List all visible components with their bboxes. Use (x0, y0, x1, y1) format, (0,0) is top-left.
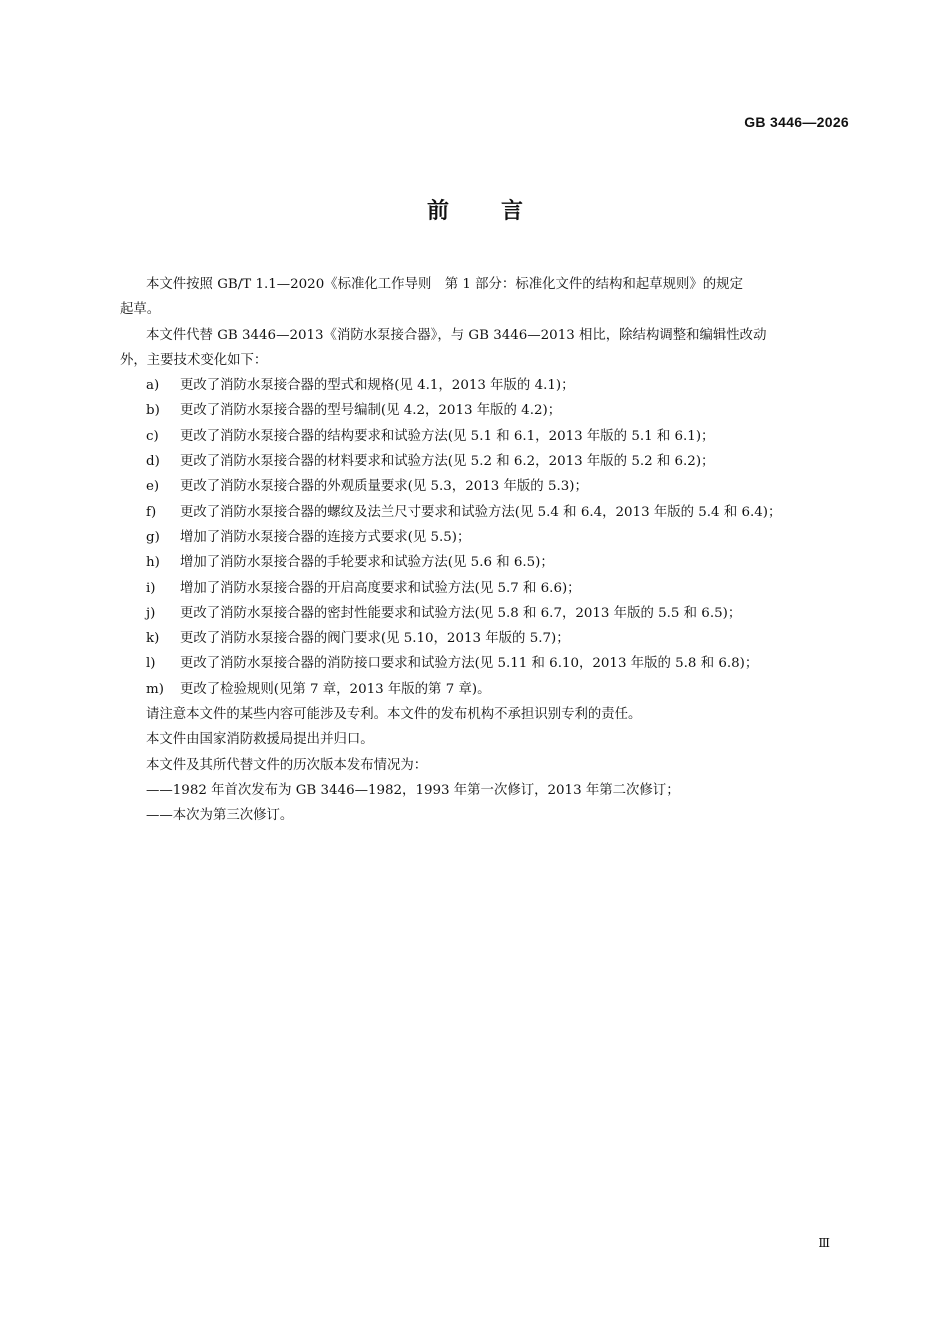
page-number: Ⅲ (818, 1236, 830, 1250)
list-item-text: 更改了消防水泵接合器的螺纹及法兰尺寸要求和试验方法(见 5.4 和 6.4，2013 年版的 5.4 和 6.4)； (180, 504, 782, 520)
list-item (146, 449, 850, 474)
standard-code: GB 3446—2026 (744, 114, 849, 130)
page-title: 前言 (426, 199, 575, 224)
list-item (146, 651, 850, 676)
changes-list (146, 373, 850, 702)
list-item-text: 更改了消防水泵接合器的型号编制(见 4.2，2013 年版的 4.2)； (180, 403, 562, 419)
history-item: ——本次为第三次修订。 (146, 808, 294, 824)
list-item-text: 更改了消防水泵接合器的材料要求和试验方法(见 5.2 和 6.2，2013 年版的 5.2 和 6.2)； (180, 454, 715, 470)
list-item (146, 576, 850, 601)
list-marker: l) (146, 656, 156, 672)
list-item-text: 增加了消防水泵接合器的开启高度要求和试验方法(见 5.7 和 6.6)； (180, 580, 581, 596)
list-marker: h) (146, 555, 160, 571)
list-item-text: 更改了消防水泵接合器的型式和规格(见 4.1，2013 年版的 4.1)； (180, 378, 575, 394)
list-item-text: 更改了消防水泵接合器的阀门要求(见 5.10，2013 年版的 5.7)； (180, 631, 570, 647)
list-marker: m) (146, 681, 164, 697)
document-body (120, 272, 850, 829)
list-item-text: 更改了检验规则(见第 7 章，2013 年版的第 7 章)。 (180, 681, 491, 697)
list-marker: f) (146, 504, 157, 520)
list-marker: k) (146, 631, 160, 647)
paragraph-line: 本文件代替 GB 3446—2013《消防水泵接合器》，与 GB 3446—2013 相比，除结构调整和编辑性改动 (146, 327, 767, 343)
list-item (146, 525, 850, 550)
paragraph-line: 外，主要技术变化如下： (120, 352, 268, 368)
list-item-text: 更改了消防水泵接合器的结构要求和试验方法(见 5.1 和 6.1，2013 年版的 5.1 和 6.1)； (180, 428, 715, 444)
list-item (146, 474, 850, 499)
list-marker: j) (146, 605, 156, 621)
list-item (146, 373, 850, 398)
paragraph-line: 起草。 (120, 302, 161, 318)
list-item (146, 601, 850, 626)
list-marker: g) (146, 529, 160, 545)
list-item (146, 398, 850, 423)
history-item: ——1982 年首次发布为 GB 3446—1982，1993 年第一次修订，2013 年第二次修订； (146, 782, 680, 798)
list-marker: a) (146, 378, 160, 394)
paragraph-drafting-rules (120, 272, 850, 323)
list-item-text: 增加了消防水泵接合器的连接方式要求(见 5.5)； (180, 529, 471, 545)
list-marker: d) (146, 454, 160, 470)
list-item-text: 增加了消防水泵接合器的手轮要求和试验方法(见 5.6 和 6.5)； (180, 555, 554, 571)
patent-notice: 请注意本文件的某些内容可能涉及专利。本文件的发布机构不承担识别专利的责任。 (146, 707, 642, 723)
list-item-text: 更改了消防水泵接合器的密封性能要求和试验方法(见 5.8 和 6.7，2013 年版的 5.5 和 6.5)； (180, 605, 742, 621)
list-item (146, 500, 850, 525)
list-item-text: 更改了消防水泵接合器的外观质量要求(见 5.3，2013 年版的 5.3)； (180, 479, 588, 495)
list-item (146, 424, 850, 449)
list-item (146, 550, 850, 575)
list-marker: b) (146, 403, 160, 419)
list-marker: e) (146, 479, 160, 495)
paragraph-replacement (120, 323, 850, 374)
list-item-text: 更改了消防水泵接合器的消防接口要求和试验方法(见 5.11 和 6.10，2013 年版的 5.8 和 6.8)； (180, 656, 759, 672)
list-item (146, 626, 850, 651)
history-intro: 本文件及其所代替文件的历次版本发布情况为： (146, 757, 428, 773)
paragraph-line: 本文件按照 GB/T 1.1—2020《标准化工作导则 第 1 部分：标准化文件的结构和起草规则》的规定 (146, 277, 743, 292)
proposer-statement: 本文件由国家消防救援局提出并归口。 (146, 732, 374, 748)
list-item (146, 677, 850, 702)
list-marker: c) (146, 428, 159, 444)
list-marker: i) (146, 580, 156, 596)
